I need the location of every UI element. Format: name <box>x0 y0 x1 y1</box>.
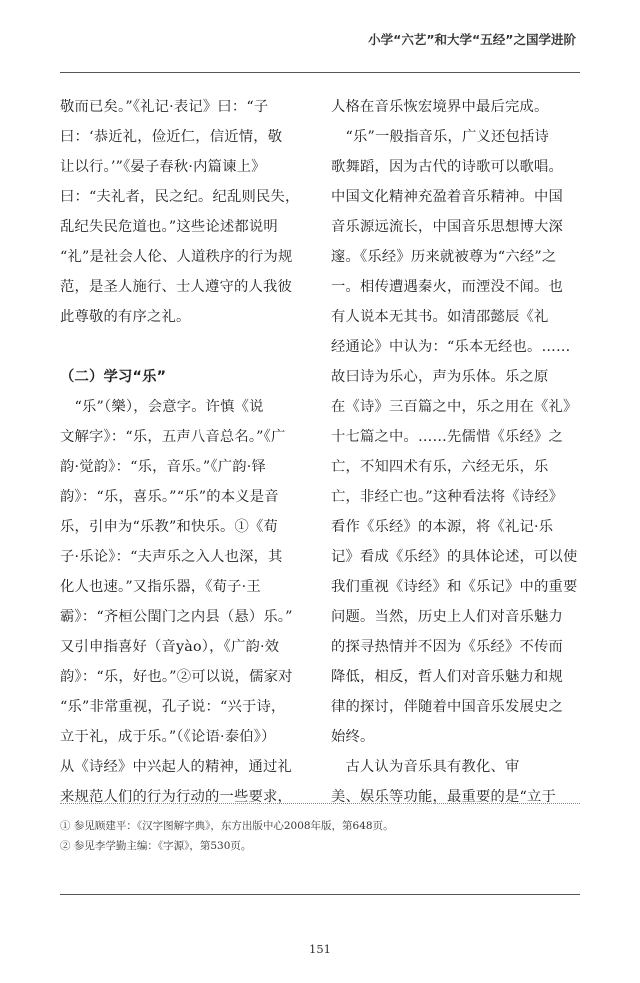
section-heading: （二）学习“乐” <box>60 369 167 385</box>
text-line: 亡，不知四术有乐，六经无乐，乐 <box>331 459 549 475</box>
text-line: 敬而已矣。”《礼记·表记》曰：“子 <box>60 99 269 115</box>
text-line: 故曰诗为乐心，声为乐体。乐之原 <box>331 369 549 385</box>
blank-line <box>60 332 310 362</box>
text-line: 古人认为音乐具有教化、审 <box>331 759 520 775</box>
right-column <box>331 92 581 812</box>
text-line: 曰：“夫礼者，民之纪。纪乱则民失， <box>60 189 300 205</box>
running-header: 小学“六艺”和大学“五经”之国学进阶 <box>368 32 576 47</box>
footer-rule <box>60 894 580 895</box>
text-line: 十七篇之中。……先儒惜《乐经》之 <box>331 429 563 445</box>
text-line: 又引申指喜好（音yào），《广韵·效 <box>60 639 280 655</box>
page-number: 151 <box>309 942 331 956</box>
text-line: 律的探讨，伴随着中国音乐发展史之 <box>331 699 563 715</box>
text-line: 记》看成《乐经》的具体论述，可以使 <box>331 549 578 565</box>
text-line: 韵》：“乐，好也。”②可以说，儒家对 <box>60 669 293 685</box>
text-line: 乐，引申为“乐教”和快乐。①《荀 <box>60 519 278 535</box>
text-line: 来规范人们的行为行动的一些要求， <box>60 789 292 805</box>
text-line: 中国文化精神充盈着音乐精神。中国 <box>331 189 563 205</box>
text-line: 从《诗经》中兴起人的精神，通过礼 <box>60 759 292 775</box>
text-line: 有人说本无其书。如清邵懿辰《礼 <box>331 309 549 325</box>
footnote: ① 参见顾建平：《汉字图解字典》，东方出版中心2008年版，第648页。 <box>60 820 394 832</box>
text-line: 乱纪失民危道也。”这些论述都说明 <box>60 219 278 235</box>
text-line: 子·乐论》：“夫声乐之入人也深，其 <box>60 549 283 565</box>
footnote-separator <box>60 803 580 804</box>
left-column <box>60 92 310 812</box>
text-line: 降低，相反，哲人们对音乐魅力和规 <box>331 669 563 685</box>
text-line: 一。相传遭遇秦火，而湮没不闻。也 <box>331 279 563 295</box>
text-line: “乐”一般指音乐，广义还包括诗 <box>331 129 549 145</box>
text-line: 美、娱乐等功能，最重要的是“立于 <box>331 789 556 805</box>
text-line: 邃。《乐经》历来就被尊为“六经”之 <box>331 249 557 265</box>
text-line: 问题。当然，历史上人们对音乐魅力 <box>331 609 563 625</box>
text-line: 人格在音乐恢宏境界中最后完成。 <box>331 99 549 115</box>
text-line: 此尊敬的有序之礼。 <box>60 309 191 325</box>
text-line: 霸》：“齐桓公閨门之内县（悬）乐。” <box>60 609 293 625</box>
footnote: ② 参见李学勤主编：《字源》，第530页。 <box>60 840 252 852</box>
text-line: 始终。 <box>331 729 375 745</box>
text-line: 歌舞蹈，因为古代的诗歌可以歌唱。 <box>331 159 563 175</box>
footnotes <box>60 816 580 856</box>
header-rule <box>60 72 580 73</box>
text-line: 看作《乐经》的本源，将《礼记·乐 <box>331 519 554 535</box>
text-line: 韵·觉韵》：“乐，音乐。”《广韵·铎 <box>60 459 267 475</box>
text-line: 我们重视《诗经》和《乐记》中的重要 <box>331 579 578 595</box>
text-line: 立于礼，成于乐。”（《论语·泰伯》） <box>60 729 276 745</box>
text-line: “乐”非常重视，孔子说：“兴于诗， <box>60 699 286 715</box>
text-line: 曰：‘恭近礼，俭近仁，信近情，敬 <box>60 129 283 145</box>
text-line: “乐”（樂），会意字。许慎《说 <box>60 399 264 415</box>
text-line: 的探寻热情并不因为《乐经》不传而 <box>331 639 563 655</box>
text-line: 化人也速。”又指乐器，《荀子·王 <box>60 579 261 595</box>
text-line: 文解字》：“乐，五声八音总名。”《广 <box>60 429 286 445</box>
text-line: 亡，非经亡也。”这种看法将《诗经》 <box>331 489 564 505</box>
text-line: 在《诗》三百篇之中，乐之用在《礼》 <box>331 399 578 415</box>
text-line: 经通论》中认为：“乐本无经也。…… <box>331 339 571 355</box>
text-line: 让以行。’”《晏子春秋·内篇谏上》 <box>60 159 266 175</box>
text-line: 音乐源远流长，中国音乐思想博大深 <box>331 219 563 235</box>
text-line: 范，是圣人施行、士人遵守的人我彼 <box>60 279 292 295</box>
text-line: 韵》：“乐，喜乐。”“乐”的本义是音 <box>60 489 279 505</box>
text-line: “礼”是社会人伦、人道秩序的行为规 <box>60 249 293 265</box>
